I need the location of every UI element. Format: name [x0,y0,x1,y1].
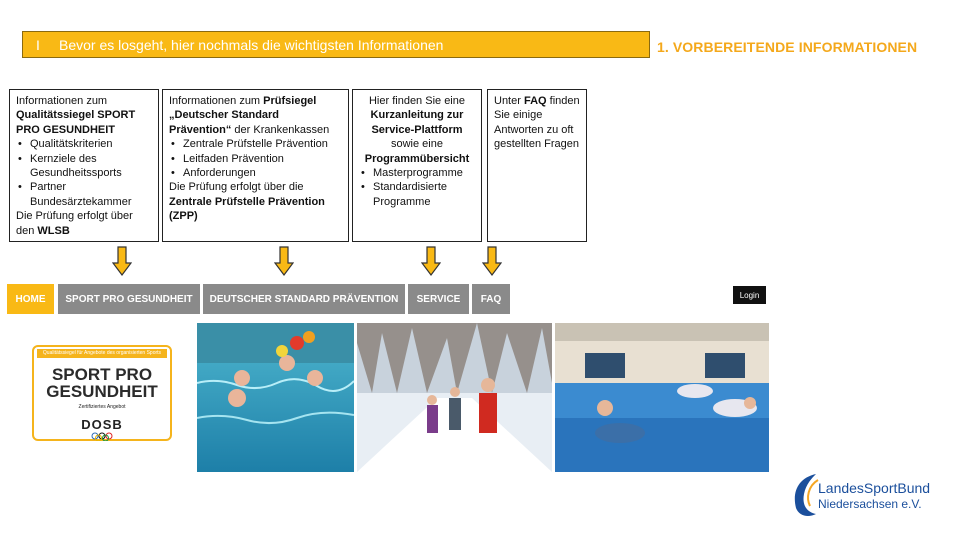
section-title: 1. VORBEREITENDE INFORMATIONEN [657,39,918,55]
partner-name: LandesSportBund [818,480,931,496]
nav-sport-pro-gesundheit[interactable]: SPORT PRO GESUNDHEIT [58,284,200,314]
box-heading: Qualitätssiegel SPORT PRO GESUNDHEIT [16,109,136,136]
list-item: • Zentrale Prüfstelle Prävention [169,137,342,151]
swoosh-icon [790,470,820,520]
arrow-down-icon [274,246,294,276]
winter-walking-photo [357,323,552,472]
dosb-logo: DOSB [81,417,123,432]
info-box-deutscher-standard [162,89,349,242]
landessportbund-logo [790,470,940,520]
seal-subtitle: Zertifiziertes Angebot [78,404,126,410]
box-list [359,166,475,209]
seal-top-text: Qualitätssiegel für Angebote des organisierten Sports [37,349,167,358]
box-list [169,137,342,180]
list-item: • Partner Bundesärztekammer [16,180,152,209]
nav-faq[interactable]: FAQ [472,284,510,314]
list-item: • Standardisierte Programme [359,180,475,209]
nav-home[interactable]: HOME [7,284,54,314]
box-heading: Hier finden Sie eine Kurzanleitung zur Service-Plattform sowie eine Programmübersicht [364,95,470,165]
info-box-faq [487,89,587,242]
nav-deutscher-standard-praevention[interactable]: DEUTSCHER STANDARD PRÄVENTION [203,284,405,314]
arrow-down-icon [421,246,441,276]
login-button[interactable]: Login [733,286,766,304]
info-box-service [352,89,482,242]
sport-pro-gesundheit-seal [32,345,172,441]
seal-title: SPORT PRO GESUNDHEIT [46,365,158,401]
olympic-rings-icon [91,432,119,441]
list-item: • Qualitätskriterien [16,137,152,151]
box-intro: Informationen zum [16,95,108,107]
list-item: • Masterprogramme [359,166,475,180]
aqua-fitness-photo [197,323,354,472]
list-item: • Kernziele des Gesundheitssports [16,152,152,181]
list-item: • Anforderungen [169,166,342,180]
arrow-down-icon [482,246,502,276]
box-text: Unter FAQ finden Sie einige Antworten zu oft gestellten Fragen [494,95,580,151]
arrow-down-icon [112,246,132,276]
banner-marker: I [36,36,40,53]
nav-service[interactable]: SERVICE [408,284,469,314]
banner-text: Bevor es losgeht, hier nochmals die wichtigsten Informationen [59,36,444,53]
gym-exercise-photo [555,323,769,472]
partner-region: Niedersachsen e.V. [818,497,922,511]
box-heading: Informationen zum Prüfsiegel „Deutscher Standard Prävention“ der Krankenkassen [169,95,330,136]
box-list [16,137,152,209]
info-box-sport-pro-gesundheit [9,89,159,242]
box-tail: Die Prüfung erfolgt über die Zentrale Prüfstelle Prävention (ZPP) [169,181,325,223]
list-item: • Leitfaden Prävention [169,152,342,166]
info-banner [22,31,650,58]
box-tail: Die Prüfung erfolgt über den WLSB [16,210,133,237]
